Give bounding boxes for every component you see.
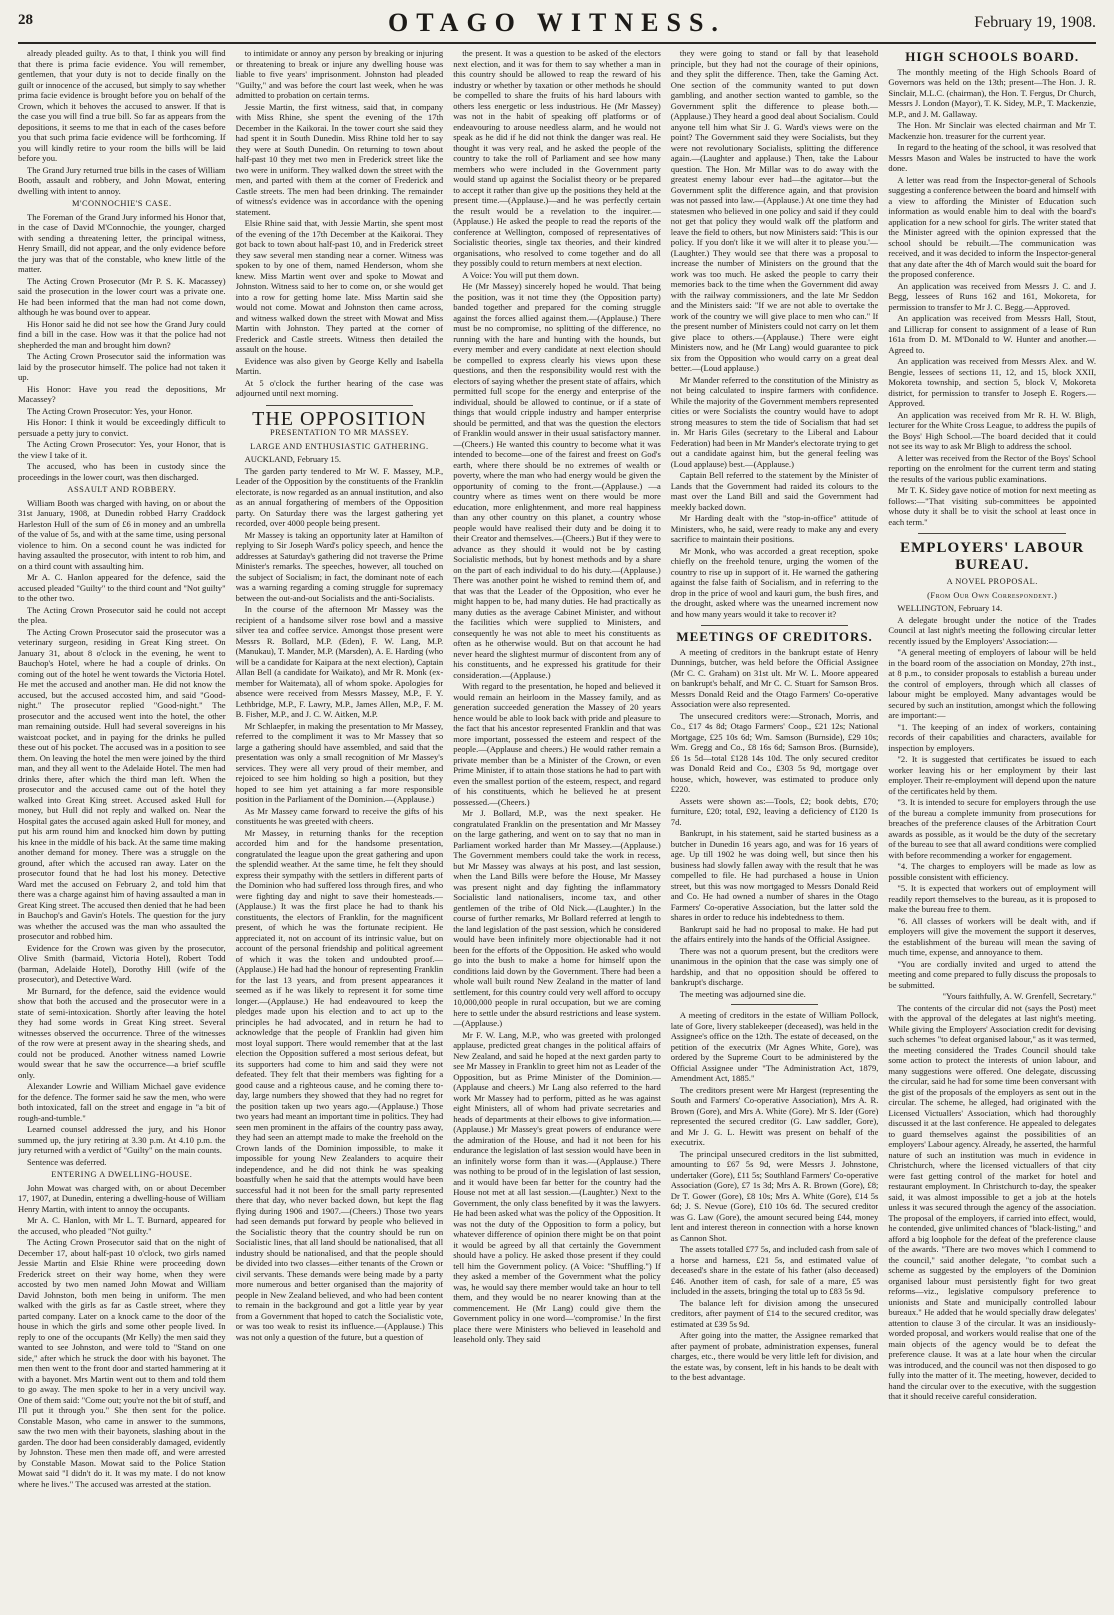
paragraph: to intimidate or annoy any person by breaking or injuring or threatening to break or injure any dwelling house was liable to five years' imprisonment. Johnston had pleaded "Guilty," and was before the court last week, when he was admitted to probation on certain terms. — [235, 48, 444, 100]
paragraph: Bankrupt, in his statement, said he started business as a butcher in Dunedin 16 years ago, and was for 16 years of age. Up till 1902 he was doing well, but since then his business had slowly fallen away with the result that he was compelled to file. He had purchased a house in Union street, but this was now mortgaged to Messrs Donald Reid and Co. He had owned a number of shares in the Otago Farmers' Co-operative Association, but the latter sold the shares in order to reduce his indebtedness to them. — [670, 828, 879, 922]
paragraph: An application was received from Mr R. H. W. Bligh, lecturer for the White Cross League, to address the pupils of the Boys' High School.—The board decided that it could not see its way to ask Mr Bligh to address the school. — [888, 409, 1096, 451]
paragraph: The Hon. Mr Sinclair was elected chairman and Mr T. Mackenzie hon. treasurer for the current year. — [888, 120, 1096, 141]
paragraph: John Mowat was charged with, on or about December 17, 1907, at Dunedin, entering a dwelling-house of William Henry Martin, with intent to annoy the occupants. — [18, 1182, 226, 1214]
divider — [731, 1004, 819, 1005]
paragraph: There was not a quorum present, but the creditors were unanimous in the opinion that the case was simply one of hardship, and that no opposition should be offered to bankrupt's discharge. — [670, 945, 879, 987]
paragraph: The unsecured creditors were:—Stronach, Morris, and Co., £17 4s 8d; Otago Farmers' Coop., £21 12s; National Mortgage, £25 10s 6d; Wm. Samson (Burnside), £29 10s; Wm. Gregg and Co., £8 16s 6d; Samson Bros. (Burnside), £6 1s 5d—total £128 14s 10d. The only secured creditor was Donald Reid and Co., £303 5s 9d, mortgage over house, which, however, was estimated to produce only £220. — [670, 710, 879, 794]
paragraph: "4. The charges to employers will be made as low as possible consistent with efficiency. — [888, 861, 1096, 882]
paragraph: With regard to the presentation, he hoped and believed it would remain an heirloom in the Massey family, and as generation succeeded generation the Massey of 20 years hence would be able to look back with pride and pleasure to the fact that his ancestor represented Franklin and that was more important, possessed the esteem and respect of the people.—(Applause and cheers.) He would rather remain a private member than be a Minister of the Crown, or even Prime Minister, if to attain those stations he had to part with even the smallest portion of the esteem, respect, and regard of his constituents, which he believed he at present possessed.—(Cheers.) — [453, 681, 661, 807]
paragraph: Captain Bell referred to the statement by the Minister of Lands that the Government had raided its colours to the mast over the Land Bill and said the Government had meekly backed down. — [670, 470, 879, 512]
paragraph: His Honor said he did not see how the Grand Jury could find a bill in the case. How was it that the police had not shepherded the man and brought him down? — [18, 318, 226, 350]
paragraph: The Acting Crown Prosecutor: Yes, your Honor, that is the view I take of it. — [18, 439, 226, 460]
subheadline: PRESENTATION TO MR MASSEY. — [269, 428, 409, 437]
paragraph: An application was received from Messrs Hall, Stout, and Lillicrap for consent to assignment of a lease of Run 161a from D. M. M'Donald to W. Hunter and another.—Agreed to. — [888, 313, 1096, 355]
paragraph: A delegate brought under the notice of the Trades Council at last night's meeting the following circular letter recently issued by the Employers' Association:— — [888, 614, 1096, 646]
paragraph: Bankrupt said he had no proposal to make. He had put the affairs entirely into the hands of the Official Assignee. — [670, 923, 879, 944]
paragraph: Mr Mander referred to the constitution of the Ministry as not being calculated to inspire farmers with confidence. While the majority of the Government members represented cities or were Socialists the country would have to adopt strong measures to stem the tide of Socialism that had set in. Mr Haris Giles (secretary to the Liberal and Labour Federation) had been in Mr Mander's electorate trying to get out a candidate against him, but the general feeling was (Loud applause) best.—(Applause.) — [670, 374, 879, 469]
paragraph: "2. It is suggested that certificates be issued to each worker leaving his or her employment by their last employer. Their re-employment will depend upon the nature of the certificates held by them. — [888, 754, 1096, 796]
case-heading: ENTERING A DWELLING-HOUSE. — [51, 1170, 193, 1179]
paragraph: The contents of the circular did not (says the Post) meet with the approval of the delegates at last night's meeting. While giving the Employers' Association credit for devising such schemes "to defeat organised labour," as it was termed, the meeting considered the Trades Council should take some action to protect the interests of union labour, and many suggestions were offered. One delegate, discussing the circular, said he had for some time been conversant with the gist of the proposals of the employers as sent out in the circular. The scheme, he alleged, had originated with the Licensed Victuallers' Association, which had thoroughly discussed it at the last conference. He appealed to delegates to guard themselves against the possibilities of an employers' Labour agency. Already, he asserted, the harmful nature of such an institution was much in evidence in Christchurch, where the licensed victuallers of that city were fast getting control of the market for hotel and restaurant employment. In Christchurch to-day, the speaker said, it was almost impossible to get a job at the hotels unless it was secured through the agency of the association. The proposal of the employers, if carried into effect, would, he contended, give unlimited chances of "black-listing," and afford a big loophole for the defeat of the preference clause of the awards. "There are two moves which I commend to the council," said another delegate, "to combat such a scheme as suggested by the employers of the Dominion organised labour must persistently fight for two great reforms—viz., legislative compulsory preference to unionists and State and municipally controlled labour bureaux." He added that he would specially draw delegates' attention to clause 3 of the circular. It was an insidiously-worded proposal, and workers would realise that one of the main objects of the agency would be to defeat the preference clause. It was at a late hour when the circular was introduced, and the council was not then disposed to go fully into the matter of it. The meeting, however, decided to hand the circular over to the executive, with the suggestion that it should receive careful consideration. — [888, 1002, 1096, 1401]
paragraph: The principal unsecured creditors in the list submitted, amounting to £67 5s 9d, were Messrs J. Johnstone, undertaker (Gore), £11 5s; Southland Farmers' Co-operative Association (Gore), £7 1s 3d; Mrs A. R. Brown (Gore), £8; Dr T. Gower (Gore), £8 10s; Mrs A. White (Gore), £14 5s 6d; J. S. Nevue (Gore), £10 10s 6d. The secured creditor was G. Law (Gore), the amount secured being £44, money lent and interest thereon in connection with a horse known as Cannon Shot. — [670, 1148, 879, 1243]
column-2 — [236, 48, 444, 1604]
paragraph: Evidence for the Crown was given by the prosecutor, Olive Smith (barmaid, Victoria Hotel), Robert Todd (barman, Adelaide Hotel), Dorothy Hill (wife of the prosecutor), and Detective Ward. — [18, 942, 226, 984]
paragraph: The monthly meeting of the High Schools Board of Governors was held on the 13th; present—The Hon. J. R. Sinclair, M.L.C. (chairman), the Hon. T. Fergus, Dr Church, Messrs J. London (Mayor), T. K. Sidey, M.P., T. Mackenzie, M.P., and J. M. Gallaway. — [888, 66, 1096, 119]
divider — [701, 625, 849, 626]
issue-date: February 19, 1908. — [974, 14, 1096, 31]
paragraph: After going into the matter, the Assignee remarked that after payment of probate, administration expenses, funeral charges, etc., there would be very little left for division, and the estate was, by consent, left in his hands to be dealt with to the best advantage. — [670, 1330, 879, 1382]
paragraph: In the course of the afternoon Mr Massey was the recipient of a handsome silver rose bowl and a massive silver tea and coffee service. Amongst those present were Messrs R. Bollard, M.P. (Eden), F. W. Lang, M.P. (Manukau), T. Mander, M.P. (Marsden), A. E. Harding (who will be a candidate for Kaipara at the next election), Captain Allan Bell (a candidate for Waikato), and Mr R. Monk (ex-member for Waitemata), all of whom spoke. Apologies for absence were received from Messrs Massey, M.P., F. Y. Lethbridge, M.P., F. Lawry, M.P., James Allen, M.P., F. M. B. Fisher, M.P., and J. C. W. Aitken, M.P. — [235, 604, 444, 719]
divider — [266, 405, 414, 406]
paragraph: "6. All classes of workers will be dealt with, and if employers will give the movement the support it deserves, the establishment of the bureau will mean the saving of much time, expense, and annoyance to them. — [888, 915, 1096, 957]
paragraph: Mr A. C. Hanlon, with Mr L. T. Burnard, appeared for the accused, who pleaded "Not guilty." — [18, 1215, 226, 1236]
paragraph: The Grand Jury returned true bills in the cases of William Booth, assault and robbery, and John Mowat, entering dwelling with intent to annoy. — [18, 164, 226, 196]
column-3 — [453, 48, 661, 1604]
paragraph: The Acting Crown Prosecutor said that on the night of December 17, about half-past 10 o'clock, two girls named Jessie Martin and Elsie Rhine were proceeding down Frederick street on their way home, when they were accosted by two men named John Mowat and William David Johnston, both men being in uniform. The men walked with the girls as far as Castle street, where they parted company. Later on a knock came to the door of the house in which the girls and some other people lived. In reply to one of the occupants (Mr Kelly) the men said they wanted to see Johnston, and were told to "Stand on one side," after which he struck the door with his bayonet. The men then went to the front door and started hammering at it with a bayonet. Mrs Martin went out to them and told them to go away. The men spoke to her in a very uncivil way. One of them said: "Come out; you're not the bit of stuff, and I'll put it through you." She then sent for the police. Constable Mason, who came in answer to the summons, saw the two men with their bayonets, slashing about in the garden. The door had been considerably damaged, evidently by Johnston. These men then made off, and were arrested by Constable Mason. Mowat said to the Police Station Mowat said "I didn't do it. It was my mate. I do not know where he lives." The accused was arrested at the station. — [18, 1237, 226, 1489]
paragraph: Learned counsel addressed the jury, and his Honor summed up, the jury retiring at 3.30 p.m. At 4.10 p.m. the jury returned with a verdict of "Guilty" on the main counts. — [18, 1124, 226, 1155]
paragraph: The Acting Crown Prosecutor: Yes, your Honor. — [27, 405, 193, 416]
paragraph: A meeting of creditors in the estate of William Pollock, late of Gore, livery stablekeeper (deceased), was held in the Assignee's office on the 12th. The estate of deceased, on the petition of the executrix (Mr Agnes White, Gore), was ordered by the Supreme Court to be administered by the Official Assignee under "The Administration Act, 1879, Amendment Act, 1885." — [670, 1010, 879, 1083]
paragraph: Mr Monk, who was accorded a great reception, spoke chiefly on the freehold tenure, urging the women of the country to rise up in support of it. He warned the gathering against the false faith of Socialism, and in referring to the drop in the price of wool and kauri gum, the bush fires, and the drought, asked where was the unearned increment now and how many years would it take to recover it? — [670, 545, 879, 619]
paragraph: A letter was received from the Rector of the Boys' School reporting on the enrolment for the current term and stating the results of the various public examinations. — [888, 452, 1096, 484]
paragraph: The Acting Crown Prosecutor said the information was laid by the prosecutor himself. The police had not taken it up. — [18, 351, 226, 382]
case-heading: M'CONNOCHIE'S CASE. — [72, 199, 172, 208]
paragraph: Elsie Rhine said that, with Jessie Martin, she spent most of the evening of the 17th December at the Kaikorai. They got back to town about half-past 10, and in Frederick street they saw several men standing near a corner. Witness was spoken to by one of them, named Henderson, whom she knew. Miss Martin went over and spoke to Mowat and Johnston. Witness said to her to come on, or she would get into a row for getting home late. Miss Martin said she would not come. Mowat and Johnston then came across, and witness walked down the street with Mowat and Miss Martin with Johnston. They parted at the corner of Frederick and Castle streets. Witness then detailed the assault on the house. — [235, 218, 444, 354]
paragraph: The assets totalled £77 5s, and included cash from sale of a horse and harness, £21 5s, and estimated value of deceased's share in the estate of his father (also deceased) £46. Another item of cash, for sale of a mare, £5 was included in the assets, bringing the total up to £83 5s 9d. — [670, 1244, 879, 1296]
dateline: WELLINGTON, February 14. — [897, 603, 1003, 613]
paragraph: Mr Massey, in returning thanks for the reception accorded him and for the handsome presentation, congratulated the league upon the great gathering and upon the splendid weather. At the same time, he felt they should express their sympathy with the settlers in different parts of the Dominion who had suffered loss through fires, and who were fighting day and night to save their homesteads.—(Applause.) It was the first place he had to thank his constituents, the electors of Franklin, for the magnificent present, of which he was the fortunate recipient. He appreciated it, not on account of its intrinsic value, but on account of the personal friendship and political agreement of which it was the token and undoubted proof.—(Applause.) He had had the honour of representing Franklin for the last 13 years, and from present appearances it seemed as if he was likely to represent it for some time longer.—(Applause.) He had endeavoured to keep the pledges made upon his election and to act up to the principles he had advocated, and in return he had to acknowledge that the people of Franklin had given him most loyal support. There would remember that at the last election the Opposition suffered a most serious defeat, but its supporters had come to him and said they were not defeated. They felt that their members was fighting for a good cause and a righteous cause, and he coming there to-day, large numbers they showed that they had no regret for the position taken up two years ago.—(Applause.) Those two years had meant an important time in politics. They had seen men prominent in the affairs of the country pass away, they had seen an attempt made to make the freehold on the Crown lands of the Dominion impossible, to make it impossible for young New Zealanders to acquire their independence, and he did not think he was speaking boastfully when he said that the attempts would have been successful had it not been for the small party represented there that day, who never backed down, but kept the flag flying during 1906 and 1907.—(Cheers.) Those two years had seen demands put forward by people who believed in the Socialistic theory that the country should be run on Socialistic lines, that all land should be nationalised, that all industry should be nationalised, and that the people should be divided into two classes—either tenants of the Crown or civil servants. These demands were being made by a party more numerous and better organised than the majority of people in New Zealand believed, and who had been content to remain in the background and got a little year by year from a Government that hoped to catch the Socialistic vote, or was too weak to resist its influence.—(Applause.) This was not only a question of the future, but a question of — [235, 827, 444, 1342]
paragraph: Mr Massey is taking an opportunity later at Hamilton of replying to Sir Joseph Ward's policy speech, and hence the addresses at Saturday's gathering did not traverse the Prime Minister's remarks. The speeches, however, all touched on the subject of Socialism; in fact, the dominant note of each was a warning regarding a coming struggle for supremacy between the out-and-out Socialists and the anti-Socialists. — [235, 529, 444, 603]
case-heading: ASSAULT AND ROBBERY. — [67, 485, 177, 494]
article-columns — [18, 48, 1096, 1604]
paragraph: "A general meeting of employers of labour will be held in the board room of the association on Monday, 27th inst., at 8 p.m., to consider proposals to establish a bureau under the control of employers, through which all classes of labour might be employed. Many advantages would be secured by such an institution, amongst which the following are important:— — [888, 647, 1096, 720]
paragraph: A letter was read from the Inspector-general of Schools suggesting a conference between the board and himself with a view to affording the Minister of Education such information as would enable him to deal with the board's application for a new school for girls. The writer stated that the Minister agreed with the opinion expressed that the school should be rebuilt.—The communication was received, and it was decided to inform the Inspector-general that any date after the 4th of March would suit the board for the proposed conference. — [888, 174, 1096, 279]
headline-creditors: MEETINGS OF CREDITORS. — [676, 629, 873, 644]
paragraph: The meeting was adjourned sine die. — [679, 988, 806, 999]
paragraph: The Acting Crown Prosecutor said the prosecutor was a veterinary surgeon, residing in Great King street. On January 31, about 8 o'clock in the evening, he went to Bauchop's Hotel, where he had a couple of drinks. On coming out of the hotel he went towards the Victoria Hotel. He met the accused and another man. He did not know the accused, but the accused accosted him, and said "Good-night." The prosecutor replied "Good-night." The prosecutor and the accused went into the hotel, the other man remaining outside. Hull had several sovereigns in his waistcoat pocket, and in paying for the drinks he pulled these out of his pocket. The accused was in a position to see them. On leaving the hotel the men were joined by the third man, and they all went to the Adelaide Hotel. The men had drinks there, after which the third man left. When the prosecutor and the accused came out of the hotel they walked into Great King street. Accused asked Hull for money, but Hull did not reply and walked on. Near the Hospital gates the accused again asked Hull for money, and put his arm round him and knocked him down by putting his knee in the middle of his back. At the same time making another demand for money. There was a struggle on the ground, after which the accused ran away. Later on the prosecutor found that he had lost his money. Detective Ward met the accused on February 2, and told him that there was a charge against him of having assaulted a man in Great King street. The accused then denied that he had been in Bauchop's and Gavin's Hotels. The question for the jury was whether the accused was the man who assaulted the prosecutor and robbed him. — [18, 626, 226, 941]
paragraph: Mr Schlaepfer, in making the presentation to Mr Massey, referred to the compliment it was to Mr Massey that so large a gathering should have assembled, and said that the presentation was only a small recognition of Mr Massey's services. They were all very proud of their member, and rejoiced to see him holding so high a position, but they hoped to see him yet attaining a far more responsible position in the Parliament of the Dominion.—(Applause.) — [235, 720, 444, 804]
paragraph: He (Mr Massey) sincerely hoped he would. That being the position, was it not time they (the Opposition party) banded together and prepared for the coming struggle against the forces allied against them.—(Applause.) There must be no compromise, no splitting of the difference, no running with the hare and hunting with the hounds, but every member and every candidate at next election should be compelled to express clearly his views upon these questions, and then the responsibility would rest with the electors of saying whether the present state of affairs, which permitted full scope for the energy and enterprise of the individual, should be allowed to continue, or if a state of things that would cripple industry and hamper enterprise should be permitted, and that was the question the electors of Franklin would answer in their usual satisfactory manner.—(Cheers.) He wanted this country to become what it was intended to become—one of the fairest and freest on God's earth, where there should be no extremes of wealth or poverty, where the man who had energy would be given the opportunity of coming to the front.—(Applause.) —a country where as times went on there would be more education, more enlightenment, and more real happiness than any other country on this planet, a country whose people would have realised their duty and be doing it to their Creator and themselves.—(Cheers.) But if they were to advance as they should it would not be by casting Socialistic methods, but by honest methods and by a share on the part of each individual to do his duty.—(Applause.) There was another point he wished to remind them of, and that was that the Leader of the Opposition, who ever he might happen to be, had many duties. He had practically as many duties as the average Cabinet Minister, and without the facilities which were supplied to Ministers, and consequently he was not able to meet his constituents as often as he otherwise would. But on that account he had never heard the slightest murmur of discontent from any of his constituents, and he expressed his gratitude for their consideration.—(Applause.) — [453, 281, 661, 680]
paragraph: The accused, who has been in custody since the proceedings in the lower court, was then discharged. — [18, 461, 226, 482]
paragraph: Mr Harding dealt with the "stop-in-office" attitude of Ministers, who, he said, were ready to make any and every sacrifice to maintain their positions. — [670, 513, 879, 544]
column-5 — [888, 48, 1096, 1604]
paragraph: His Honor: Have you read the depositions, Mr Macassey? — [18, 383, 226, 404]
paragraph: Mr Burnard, for the defence, said the evidence would show that both the accused and the prosecutor were in a state of semi-intoxication. Shortly after leaving the hotel they had some words in Great King street. Several witnesses observed the occurrence. Three of the witnesses of the row were at present away in the shearing sheds, and could not be produced. Another witness named Lowrie would swear that he saw the occurrence—a brief scuffle only. — [18, 985, 226, 1080]
paragraph: Mr A. C. Hanlon appeared for the defence, said the accused pleaded "Guilty" to the third count and "Not guilty" to the other two. — [18, 572, 226, 603]
paragraph: His Honor: I think it would be exceedingly difficult to persuade a petty jury to convict. — [18, 417, 226, 438]
paragraph: A Voice: You will put them down. — [462, 269, 579, 280]
paragraph: the present. It was a question to be asked of the electors next election, and it was for them to say whether a man in this country should be allowed to reap the reward of his industry or whether by taxation or other methods he should be compelled to share the fruits of his hard labours with others less energetic or less industrious. He (Mr Massey) was not in the habit of speaking off platforms or of endeavouring to arouse needless alarm, and he would not speak as he did if he did not think the danger was real. He thought it was very real, and he asked the people of the country to take the roll of Parliament and see how many members who were included in the Government party would stand up against the Socialist theory or be prepared to accept it rather than give up the positions they held at the present time.—(Applause.)—and he was perfectly certain the result would be a revelation to the inquirer.—(Applause.) He asked the people to read the reports of the conference at Wellington, composed of representatives of Socialistic theories, single tax theories, and their kindred organisations, who resolved to come together and do all they possibly could to return members at next election. — [453, 48, 661, 268]
column-1 — [18, 48, 226, 1604]
subheadline: A NOVEL PROPOSAL. — [946, 577, 1038, 586]
paragraph: An application was received from Messrs J. C. and J. Begg, lessees of Runs 162 and 161, Mokoreta, for permission to transfer to Mr J. C. Begg.—Approved. — [888, 280, 1096, 312]
paragraph: The Acting Crown Prosecutor said he could not accept the plea. — [18, 604, 226, 625]
dateline: AUCKLAND, February 15. — [244, 454, 342, 464]
paragraph: "3. It is intended to secure for employers through the use of the bureau a complete immunity from prosecutions for breaches of the preference clauses of the Arbitration Court awards as possible, as it would be the duty of the secretary of the bureau to see that all award conditions were complied with before recommending a worker for engagement. — [888, 797, 1096, 860]
page-number: 28 — [18, 12, 33, 28]
paragraph: In regard to the heating of the school, it was resolved that Messrs Mason and Wales be instructed to have the work done. — [888, 142, 1096, 173]
newspaper-title: OTAGO WITNESS. — [388, 8, 726, 37]
paragraph: William Booth was charged with having, on or about the 31st January, 1908, at Dunedin robbed Harry Craddock Harleston Hull of the sum of £6 in money and an umbrella of the value of 5s, and with at the same time, using personal violence to him. On a second count he was indicted for having assaulted the prosecutor, with intent to rob him, and on a third count with assaulting him. — [18, 497, 226, 571]
paragraph: The Foreman of the Grand Jury informed his Honor that, in the case of David M'Connochie, the younger, charged with sending a threatening letter, the principal witness, Henry Smaill, did not appear, and the only evidence before the jury was that of the constable, who knew little of the matter. — [18, 211, 226, 274]
paragraph: At 5 o'clock the further hearing of the case was adjourned until next morning. — [235, 377, 444, 398]
paragraph: Mr T. K. Sidey gave notice of motion for next meeting as follows:—"That visiting sub-committees be appointed whose duty it shall be to visit the school at least once in each term." — [888, 485, 1096, 527]
paragraph: The balance left for division among the unsecured creditors, after payment of £14 to the secured creditor, was estimated at £39 5s 9d. — [670, 1297, 879, 1329]
headline-opposition: THE OPPOSITION — [252, 407, 427, 430]
paragraph: The Acting Crown Prosecutor (Mr P. S. K. Macassey) said the prosecution in the lower court was a private one. He had been informed that the man had not come down, although he was bound over to appear. — [18, 275, 226, 317]
paragraph: Assets were shown as:—Tools, £2; book debts, £70; furniture, £20; total, £92, leaving a deficiency of £120 1s 7d. — [670, 795, 879, 827]
paragraph: Mr J. Bollard, M.P., was the next speaker. He congratulated Franklin on the presentation and Mr Massey on the large gathering, and went on to say that no man in Parliament worked harder than Mr Massey.—(Applause.) The Government members could take the work in recess, but Mr Massey was always at his post, and last session, when the Land Bills were before the House, Mr Massey was present night and day fighting the inflammatory Socialistic land nationalisers, income tax, and other gentlemen of the tribe of Old Nick.—(Laughter.) In the course of further remarks, Mr Bollard referred at length to the land legislation of the past session, which he considered would have been infinitely more objectionable had it not been for the efforts of the Opposition. He asked who would go into the bush to make a home for himself upon the conditions laid down by the Government. There had been a whole wall built round New Zealand in the matter of land settlement, for this country could very well afford to occupy 10,000,000 people in rural occupation, but we are coming here to settle under the absurd restrictions and lease system.—(Applause.) — [453, 808, 661, 1028]
subheadline: LARGE AND ENTHUSIASTIC GATHERING. — [250, 441, 429, 451]
column-4 — [671, 48, 879, 1604]
paragraph: already pleaded guilty. As to that, I think you will find that there is prima facie evidence. You will remember, gentlemen, that your duty is not to decide finally on the guilt or innocence of the accused, but simply to say whether prima facie evidence is brought before you on behalf of the Crown, which it behoves the accused to answer. If that is the case you will find a true bill. So far as appears from the depositions, it seems to me that in each of the cases before you that such prima facie evidence will be forthcoming. If you will kindly retire to your room the bills will be laid before you. — [18, 48, 226, 163]
headline-labour-bureau: EMPLOYERS' LABOUR BUREAU. — [900, 540, 1085, 573]
paragraph: "You are cordially invited and urged to attend the meeting and come prepared to fully discuss the proposals to be submitted. — [888, 958, 1096, 990]
paragraph: An application was received from Messrs Alex. and W. Bengie, lessees of sections 11, 12, and 15, block XXII, Mokoreta township, and section 5, block V, Mokoreta district, for permission to transfer to Joseph E. Rogers.—Approved. — [888, 356, 1096, 408]
masthead — [18, 6, 1096, 44]
paragraph: The garden party tendered to Mr W. F. Massey, M.P., Leader of the Opposition by the constituents of the Franklin electorate, is now regarded as an annual institution, and also as an annual forgathering of members of the Opposition party. On Saturday there was the largest gathering yet recorded, over 4000 people being present. — [235, 465, 444, 528]
paragraph: A meeting of creditors in the bankrupt estate of Henry Dunnings, butcher, was held before the Official Assignee (Mr C. C. Graham) on 31st ult. Mr W. L. Moore appeared on bankrupt's behalf, and Mr C. C. Stuart for Samson Bros. Messrs Donald Reid and the Otago Farmers' Co-operative Association were also represented. — [670, 646, 879, 709]
signature: "Yours faithfully, A. W. Grenfell, Secretary." — [942, 991, 1096, 1001]
byline: (From Our Own Correspondent.) — [927, 590, 1058, 600]
divider — [918, 533, 1066, 534]
paragraph: "5. It is expected that workers out of employment will readily report themselves to the bureau, as it is proposed to make the bureau free to them. — [888, 883, 1096, 914]
paragraph: Mr F. W. Lang, M.P., who was greeted with prolonged applause, predicted great changes in the political affairs of New Zealand, and said he hoped at the next garden party to see Mr Massey in Franklin to greet him not as Leader of the Opposition, but as Prime Minister of the Dominion.—(Applause and cheers.) Mr Lang also referred to the hard work Mr Massey had to perform, pitted as he was against eight Ministers, all of whom had private secretaries and heads of departments at their elbows to give information.—(Applause.) Mr Massey's great powers of endurance were the admiration of the House, and had it not been for his endurance the legislation of last session would have been in an infinitely worse form than it was.—(Applause.) There was nothing to be proud of in the legislation of last session, and it would have been far better for the country had the House not met at all last session.—(Laughter.) Next to the Government, the only class benefited by it was the lawyers. He had been asked what was the policy of the Opposition. It was not the duty of the Opposition to form a policy, but whatever difference of opinion there might be on that point it would be agreed by all that certainly the Government should have a policy. He asked those present if they could tell him the Government policy. (A Voice: "Shuffling.") If they asked a member of the Government what the policy was, he would say there member would take an hour to tell them, and they would be no nearer knowing than at the commencement. He (Mr Lang) could give them the Government policy in one word—'compromise.' In the first place there were Ministers who believed in leasehold and leasehold only. They said — [453, 1029, 661, 1344]
paragraph: they were going to stand or fall by that leasehold principle, but they had not the courage of their opinions, and they split the difference. Then, take the Gaming Act. One section of the community wanted to put down gambling, and another section wanted to gamble, so the Government split the difference to please both.—(Applause.) They heard a good deal about Socialism. Could anyone tell him what Sir J. G. Ward's views were on the point? The Government said they were Socialists, but they were not revolutionary Socialists, splitting the difference again.—(Laughter and applause.) Then, take the Labour question. The Hon. Mr Millar was to do away with the greatest enemy labour ever had—the agitator—but the Government split the difference again, and that provision was not passed into law.—(Applause.) At one time they had statesmen who believed in one policy and said if they could not get that policy they would walk off the platform and leave the field to others, but now Ministers said: 'This is our policy. If you don't like it we will alter it to please you.'—(Laughter.) They would see that there was a proposal to increase the number of Ministers on the ground that the work was too much. He asked the people to carry their memories back to the time when the Government did away with the railway commissioners, and the late Mr Seddon and the Ministers said: "If we are not able to overtake the work of the country we will give place to men who can." If the present number of Ministers could not carry on let them give place to others.—(Applause.) There were eight Ministers now, and he (Mr Lang) would guarantee to pick six from the Opposition who would carry on a great deal better.—(Loud applause.) — [670, 48, 879, 373]
paragraph: Evidence was also given by George Kelly and Isabella Martin. — [235, 355, 444, 376]
paragraph: The creditors present were Mr Hargest (representing the South and Farmers' Co-operative Association), Mrs A. R. Brown (Gore), and Mrs A. White (Gore). Mr S. Ider (Gore) represented the secured creditor (G. Law saddler, Gore), and Mr J. G. L. Hewitt was present on behalf of the executrix. — [670, 1084, 879, 1147]
paragraph: Sentence was deferred. — [27, 1156, 107, 1167]
paragraph: As Mr Massey came forward to receive the gifts of his constituents he was greeted with cheers. — [235, 805, 444, 826]
paragraph: Alexander Lowrie and William Michael gave evidence for the defence. The former said he saw the men, who were both intoxicated, fall on the street and engage in "a bit of rough-and-tumble." — [18, 1081, 226, 1123]
paragraph: "1. The keeping of an index of workers, containing records of their capabilities and characters, available for inspection by employers. — [888, 721, 1096, 753]
paragraph: Jessie Martin, the first witness, said that, in company with Miss Rhine, she spent the evening of the 17th December in the Kaikorai. In the tower court she said they had spent it in South Dunedin. Miss Rhine told her to say they were at South Dunedin. On returning to town about half-past 10 they met two men in Frederick street like the two were in uniform. They walked down the street with the men, and parted with them at the corner of Frederick and Castle streets. The men had been drinking. The remainder of witness's evidence was in accordance with the opening statement. — [235, 101, 444, 217]
headline-high-schools: HIGH SCHOOLS BOARD. — [905, 49, 1080, 64]
